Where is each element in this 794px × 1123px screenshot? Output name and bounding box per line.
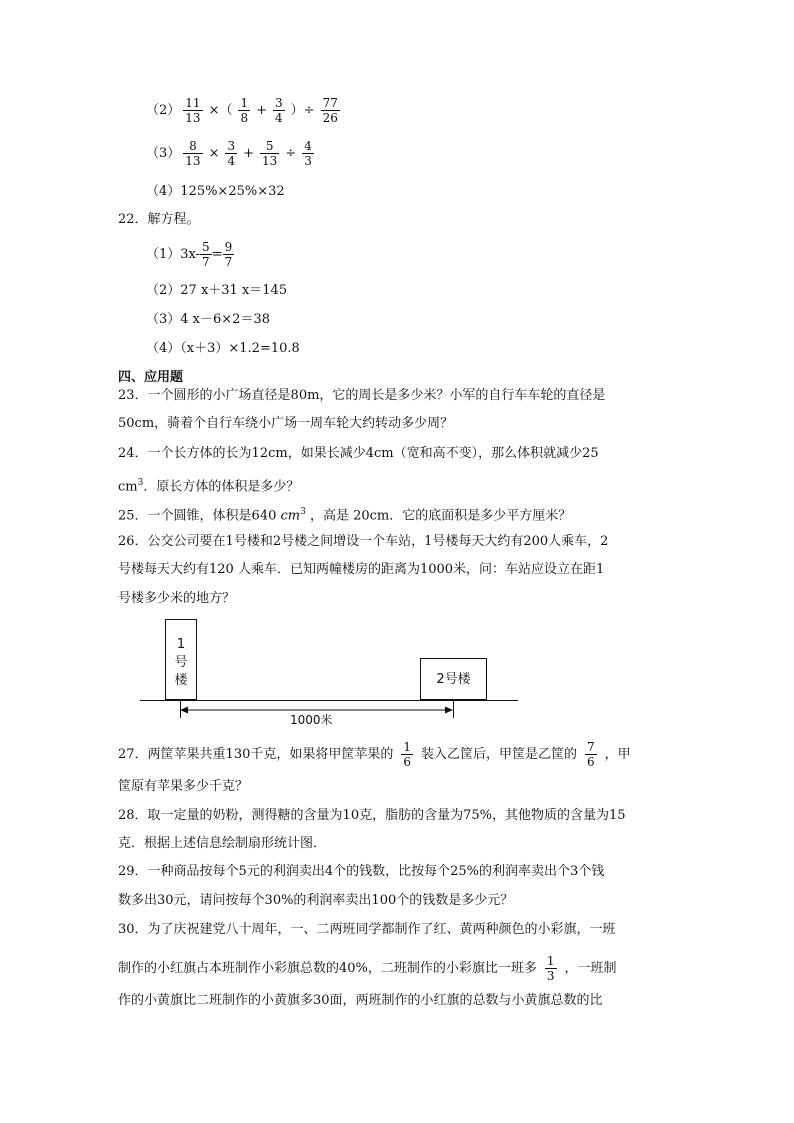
tick-right <box>453 700 454 718</box>
fraction: $\frac{3}{4}$ <box>275 96 283 125</box>
question-24-line-2: $cm^3$．原长方体的体积是多少？ <box>118 478 300 495</box>
fraction: $\frac{9}{7}$ <box>224 240 233 269</box>
fraction: $\frac{7}{6}$ <box>587 740 595 769</box>
question-30-line-2: 制作的小红旗占本班制作小彩旗总数的40%，二班制作的小彩旗比一班多 $\frac{1}{3}$ ，一班制 <box>118 954 617 983</box>
question-23-line-2: 50cm，骑着个自行车绕小广场一周车轮大约转动多少周？ <box>118 416 454 431</box>
question-29-line-1: 29．一种商品按每个5元的利润卖出4个的钱数，比按每个25%的利润率卖出个3个钱 <box>118 864 605 879</box>
question-27-line-1: 27．两筐苹果共重130千克，如果将甲筐苹果的 $\frac{1}{6}$ 装入乙筐后，甲筐是乙筐的 $\frac{7}{6}$ ，甲 <box>118 740 631 769</box>
building-1-label-2: 号 <box>174 655 188 670</box>
building-1 <box>165 619 197 700</box>
question-30-line-3: 作的小黄旗比二班制作的小黄旗多30面，两班制作的小红旗的总数与小黄旗总数的比 <box>118 993 603 1008</box>
ground-line <box>140 700 518 701</box>
equation-item-1: （1）3x- $\frac{5}{7}$ = $\frac{9}{7}$ <box>146 240 233 269</box>
question-28-line-2: 克．根据上述信息绘制扇形统计图． <box>118 836 327 851</box>
question-28-line-1: 28．取一定量的奶粉，测得糖的含量为10克，脂肪的含量为75%，其他物质的含量为15 <box>118 808 626 823</box>
building-2 <box>420 658 487 700</box>
equation-item-2: （2）27 x＋31 x＝145 <box>146 283 288 298</box>
building-1-label-3: 楼 <box>174 673 188 688</box>
fraction: $\frac{11}{13}$ <box>185 96 201 125</box>
building-2-label: 2号楼 <box>436 672 471 687</box>
calc-item-3: （3） $\frac{8}{13}$ × $\frac{3}{4}$ + $\frac{5}{13}$ ÷ $\frac{4}{3}$ <box>146 139 312 168</box>
building-1-label-1: 1 <box>176 637 186 652</box>
question-24-line-1: 24．一个长方体的长为12cm，如果长减少4cm（宽和高不变），那么体积就减少25 <box>118 446 599 461</box>
question-26-line-2: 号楼每天大约有120 人乘车．已知两幢楼房的距离为1000米，问：车站应设立在距1 <box>118 562 605 577</box>
fraction: $\frac{77}{26}$ <box>322 96 338 125</box>
fraction: $\frac{4}{3}$ <box>304 139 312 168</box>
distance-label: 1000米 <box>290 713 333 727</box>
question-27-line-2: 筐原有苹果多少千克？ <box>118 779 249 794</box>
fraction: $\frac{1}{8}$ <box>240 96 249 125</box>
question-30-line-1: 30．为了庆祝建党八十周年，一、二两班同学都制作了红、黄两种颜色的小彩旗，一班 <box>118 922 616 937</box>
question-23-line-1: 23．一个圆形的小广场直径是80m，它的周长是多少米？小军的自行车车轮的直径是 <box>118 388 606 403</box>
equation-item-3: （3）4 x－6×2＝38 <box>146 312 270 327</box>
distance-arrow <box>180 704 454 716</box>
fraction: $\frac{1}{3}$ <box>546 954 555 983</box>
fraction: $\frac{1}{6}$ <box>403 740 411 769</box>
question-26-line-1: 26．公交公司要在1号楼和2号楼之间增设一个车站，1号楼每天大约有200人乘车，2 <box>118 534 609 549</box>
equation-item-4: （4）（x＋3）×1.2=10.8 <box>146 341 300 356</box>
fraction: $\frac{3}{4}$ <box>227 139 236 168</box>
fraction: $\frac{5}{7}$ <box>202 240 210 269</box>
tick-left <box>180 700 181 718</box>
question-26-line-3: 号楼多少米的地方？ <box>118 591 236 606</box>
calc-item-2: （2） $\frac{11}{13}$ ×（ $\frac{1}{8}$ + $\frac{3}{4}$ ）÷ $\frac{77}{26}$ <box>146 96 338 125</box>
question-22-title: 22．解方程。 <box>118 212 200 227</box>
fraction: $\frac{8}{13}$ <box>185 139 201 168</box>
section-heading: 四、应用题 <box>118 370 184 385</box>
question-29-line-2: 数多出30元，请问按每个30%的利润率卖出100个的钱数是多少元？ <box>118 893 514 908</box>
calc-item-4: （4）125%×25%×32 <box>146 184 285 199</box>
question-25: 25．一个圆锥，体积是640 $cm^3$ ，高是 20cm．它的底面积是多少平方厘米？ <box>118 507 572 524</box>
fraction: $\frac{5}{13}$ <box>262 139 278 168</box>
